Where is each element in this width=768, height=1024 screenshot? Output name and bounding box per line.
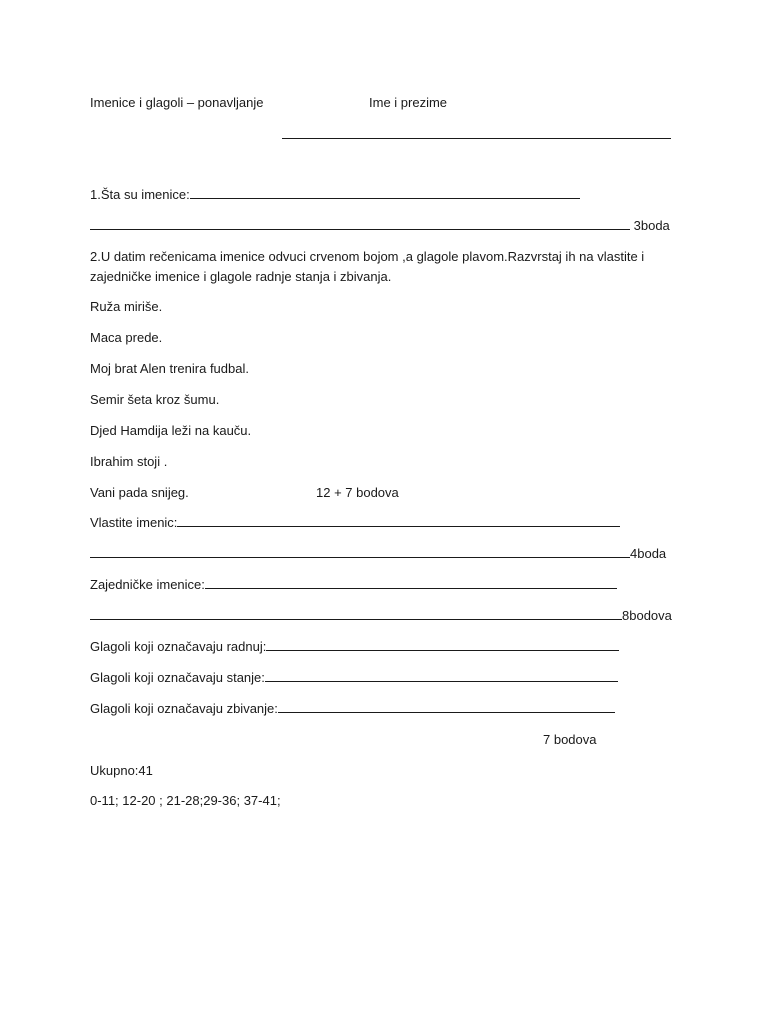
proper-nouns-label: Vlastite imenic: [90, 515, 178, 530]
sentence-1: Ruža miriše. [90, 299, 163, 314]
task1-answer-line[interactable] [190, 187, 580, 199]
total-points: Ukupno:41 [90, 763, 153, 778]
sentence-4: Semir šeta kroz šumu. [90, 392, 220, 407]
verbs-state-label: Glagoli koji označavaju stanje: [90, 670, 265, 685]
verbs-action-row [90, 638, 619, 656]
verbs-event-label: Glagoli koji označavaju zbivanje: [90, 701, 278, 716]
verbs-state-answer-line[interactable] [265, 670, 618, 682]
proper-nouns-points: 4boda [630, 546, 667, 561]
name-field[interactable] [282, 126, 671, 144]
common-nouns-answer-line-2[interactable] [90, 608, 622, 620]
sentence-2: Maca prede. [90, 330, 163, 345]
verbs-action-answer-line[interactable] [266, 639, 619, 651]
worksheet-title: Imenice i glagoli – ponavljanje [90, 95, 264, 110]
common-nouns-points: 8bodova [622, 608, 672, 623]
task1-answer-line-2[interactable] [90, 218, 630, 230]
proper-nouns-row-2 [90, 545, 666, 563]
sentence-3: Moj brat Alen trenira fudbal. [90, 361, 249, 376]
verbs-state-row [90, 669, 618, 687]
task1-row [90, 186, 580, 204]
task1-prompt: 1.Šta su imenice: [90, 187, 190, 202]
grading-scale: 0-11; 12-20 ; 21-28;29-36; 37-41; [90, 793, 281, 808]
sentence-7: Vani pada snijeg. [90, 485, 189, 500]
name-blank-line [282, 127, 671, 139]
common-nouns-label: Zajedničke imenice: [90, 577, 205, 592]
proper-nouns-answer-line-2[interactable] [90, 546, 630, 558]
verbs-points: 7 bodova [543, 732, 597, 747]
verbs-action-label: Glagoli koji označavaju radnuj: [90, 639, 267, 654]
common-nouns-answer-line[interactable] [205, 577, 617, 589]
task1-points: 3boda [633, 218, 670, 233]
proper-nouns-row [90, 514, 620, 532]
task1-row-2 [90, 217, 670, 235]
common-nouns-row [90, 576, 617, 594]
task2-instruction: 2.U datim rečenicama imenice odvuci crvenom bojom ,a glagole plavom.Razvrstaj ih na vlastite i zajedničke imenice i glagole radnje stanja i zbivanja. [90, 249, 645, 284]
verbs-event-answer-line[interactable] [278, 701, 615, 713]
sentence-5: Djed Hamdija leži na kauču. [90, 423, 252, 438]
verbs-event-row [90, 700, 615, 718]
common-nouns-row-2 [90, 607, 672, 625]
sentence-points: 12 + 7 bodova [316, 485, 399, 500]
name-label: Ime i prezime [369, 95, 448, 110]
sentence-6: Ibrahim stoji . [90, 454, 168, 469]
proper-nouns-answer-line[interactable] [177, 515, 620, 527]
